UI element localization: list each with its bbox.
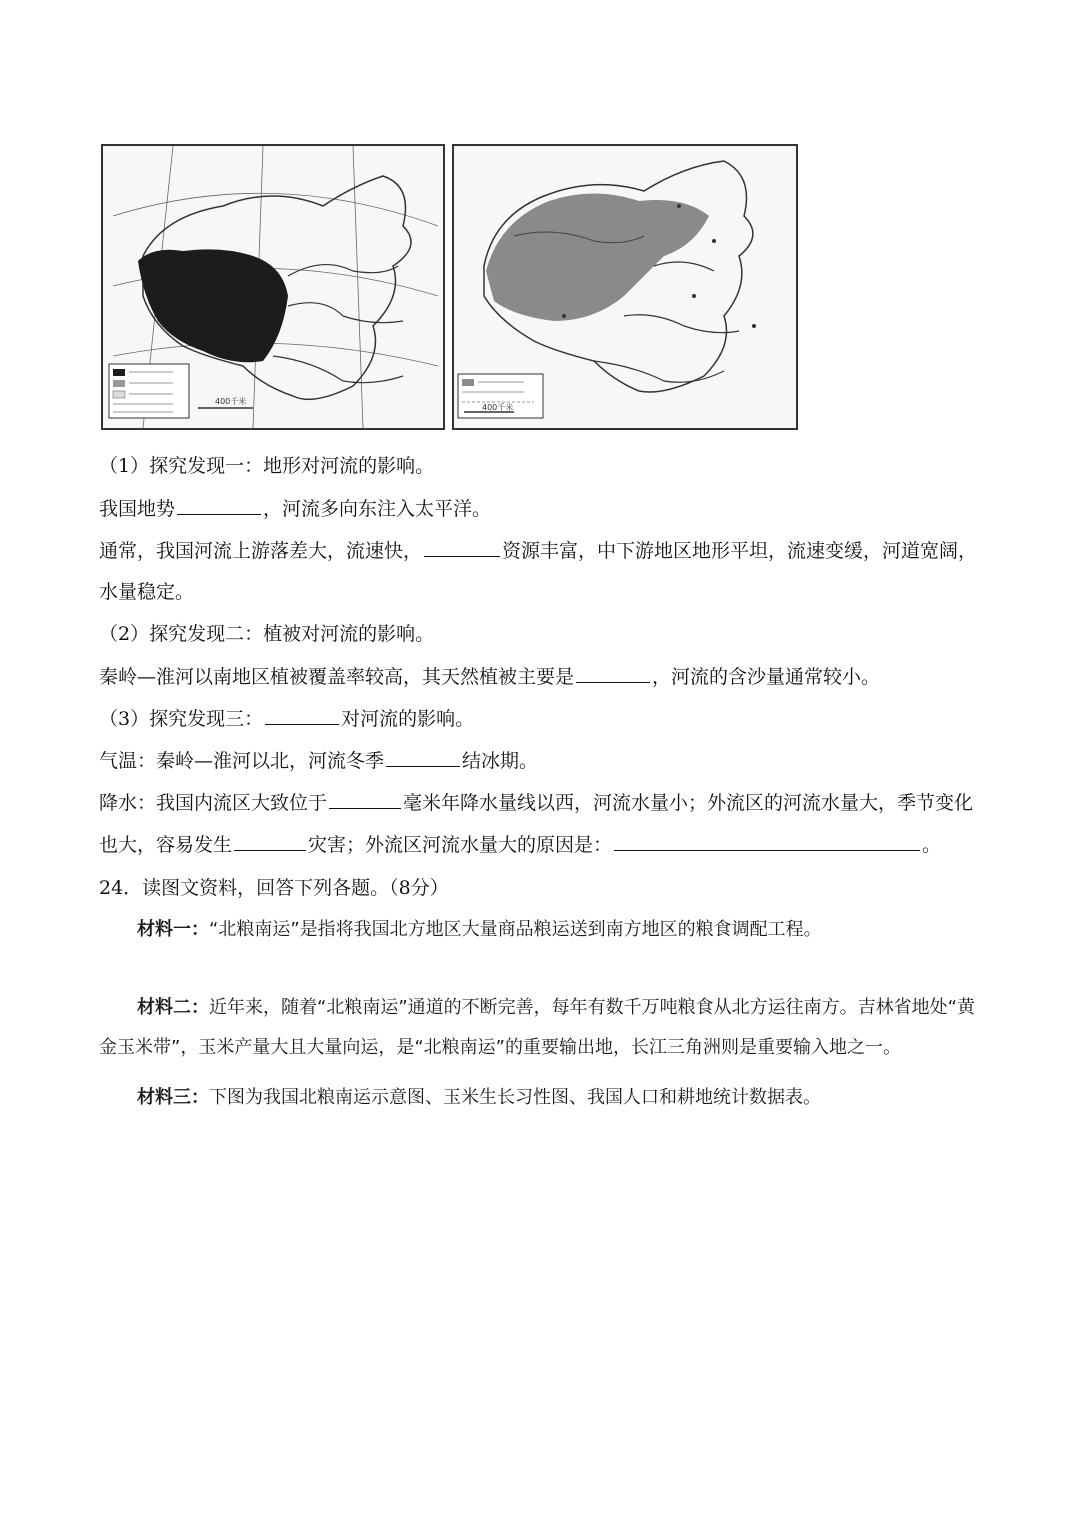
section-3-precipitation <box>99 790 973 815</box>
answer-blank-isohyet[interactable] <box>329 790 401 809</box>
text-span: 资源丰富，中下游地区地形平坦，流速变缓，河道宽阔， <box>502 540 978 562</box>
section-3-title <box>99 706 474 731</box>
material-2-text: 近年来，随着“北粮南运”通道的不断完善，每年有数千万吨粮食从北方运往南方。吉林省地处“黄金玉米带”，玉米产量大且大量向运，是“北粮南运”的重要输出地，长江三角洲则是重要输入地之一。 <box>99 997 975 1058</box>
answer-blank-freeze[interactable] <box>386 748 460 767</box>
material-1-text: “北粮南运”是指将我国北方地区大量商品粮运送到南方地区的粮食调配工程。 <box>209 919 822 940</box>
text-span: 气温：秦岭—淮河以北，河流冬季 <box>99 750 385 772</box>
answer-blank-disaster[interactable] <box>234 832 306 851</box>
text-span: 对河流的影响。 <box>341 708 475 730</box>
text-span: 秦岭—淮河以南地区植被覆盖率较高，其天然植被主要是 <box>99 666 575 688</box>
material-1 <box>99 910 989 950</box>
text-span: ，河流的含沙量通常较小。 <box>652 666 881 688</box>
right-map-scale: 400千米 <box>482 403 514 412</box>
question-24-title <box>99 876 449 900</box>
answer-blank-factor[interactable] <box>265 706 339 725</box>
section-1-line-3 <box>99 580 194 604</box>
section-2-title <box>99 622 434 646</box>
section-3-temperature <box>99 748 538 773</box>
material-3-label: 材料三： <box>137 1087 209 1108</box>
drainage-map-graphic <box>454 146 796 428</box>
text-span: 降水：我国内流区大致位于 <box>99 792 328 814</box>
text-span: 水量稳定。 <box>99 581 195 603</box>
section-2-line-1 <box>99 664 880 689</box>
section-3-precipitation-2 <box>99 832 941 857</box>
drainage-map <box>452 144 798 430</box>
text-span: ，河流多向东注入太平洋。 <box>263 498 492 520</box>
answer-blank-vegetation[interactable] <box>576 664 650 683</box>
material-1-label: 材料一： <box>137 919 209 940</box>
text-span: 毫米年降水量线以西，河流水量小；外流区的河流水量大，季节变化 <box>403 792 974 814</box>
answer-blank-terrain[interactable] <box>177 496 261 515</box>
answer-blank-reason[interactable] <box>614 832 920 851</box>
section-1-line-1 <box>99 496 491 521</box>
left-map-scale: 400千米 <box>215 397 247 406</box>
section-1-line-2 <box>99 538 977 563</box>
text-span: （3）探究发现三： <box>99 708 264 730</box>
material-2 <box>99 988 989 1068</box>
text-span: 也大，容易发生 <box>99 834 233 856</box>
section-1-title <box>99 454 434 478</box>
material-2-label: 材料二： <box>137 997 209 1018</box>
terrain-map-graphic <box>103 146 443 428</box>
text-span: 结冰期。 <box>462 750 539 772</box>
question-24-title-text: 24．读图文资料，回答下列各题。（8分） <box>99 877 449 899</box>
text-span: 。 <box>922 834 942 856</box>
answer-blank-resource[interactable] <box>424 538 500 557</box>
terrain-map <box>101 144 445 430</box>
section-1-title-text: （1）探究发现一：地形对河流的影响。 <box>99 455 435 477</box>
text-span: 灾害；外流区河流水量大的原因是： <box>308 834 613 856</box>
text-span: 我国地势 <box>99 498 176 520</box>
text-span: 通常，我国河流上游落差大，流速快， <box>99 540 423 562</box>
material-3 <box>99 1078 989 1118</box>
section-2-title-text: （2）探究发现二：植被对河流的影响。 <box>99 623 435 645</box>
material-3-text: 下图为我国北粮南运示意图、玉米生长习性图、我国人口和耕地统计数据表。 <box>209 1087 821 1108</box>
